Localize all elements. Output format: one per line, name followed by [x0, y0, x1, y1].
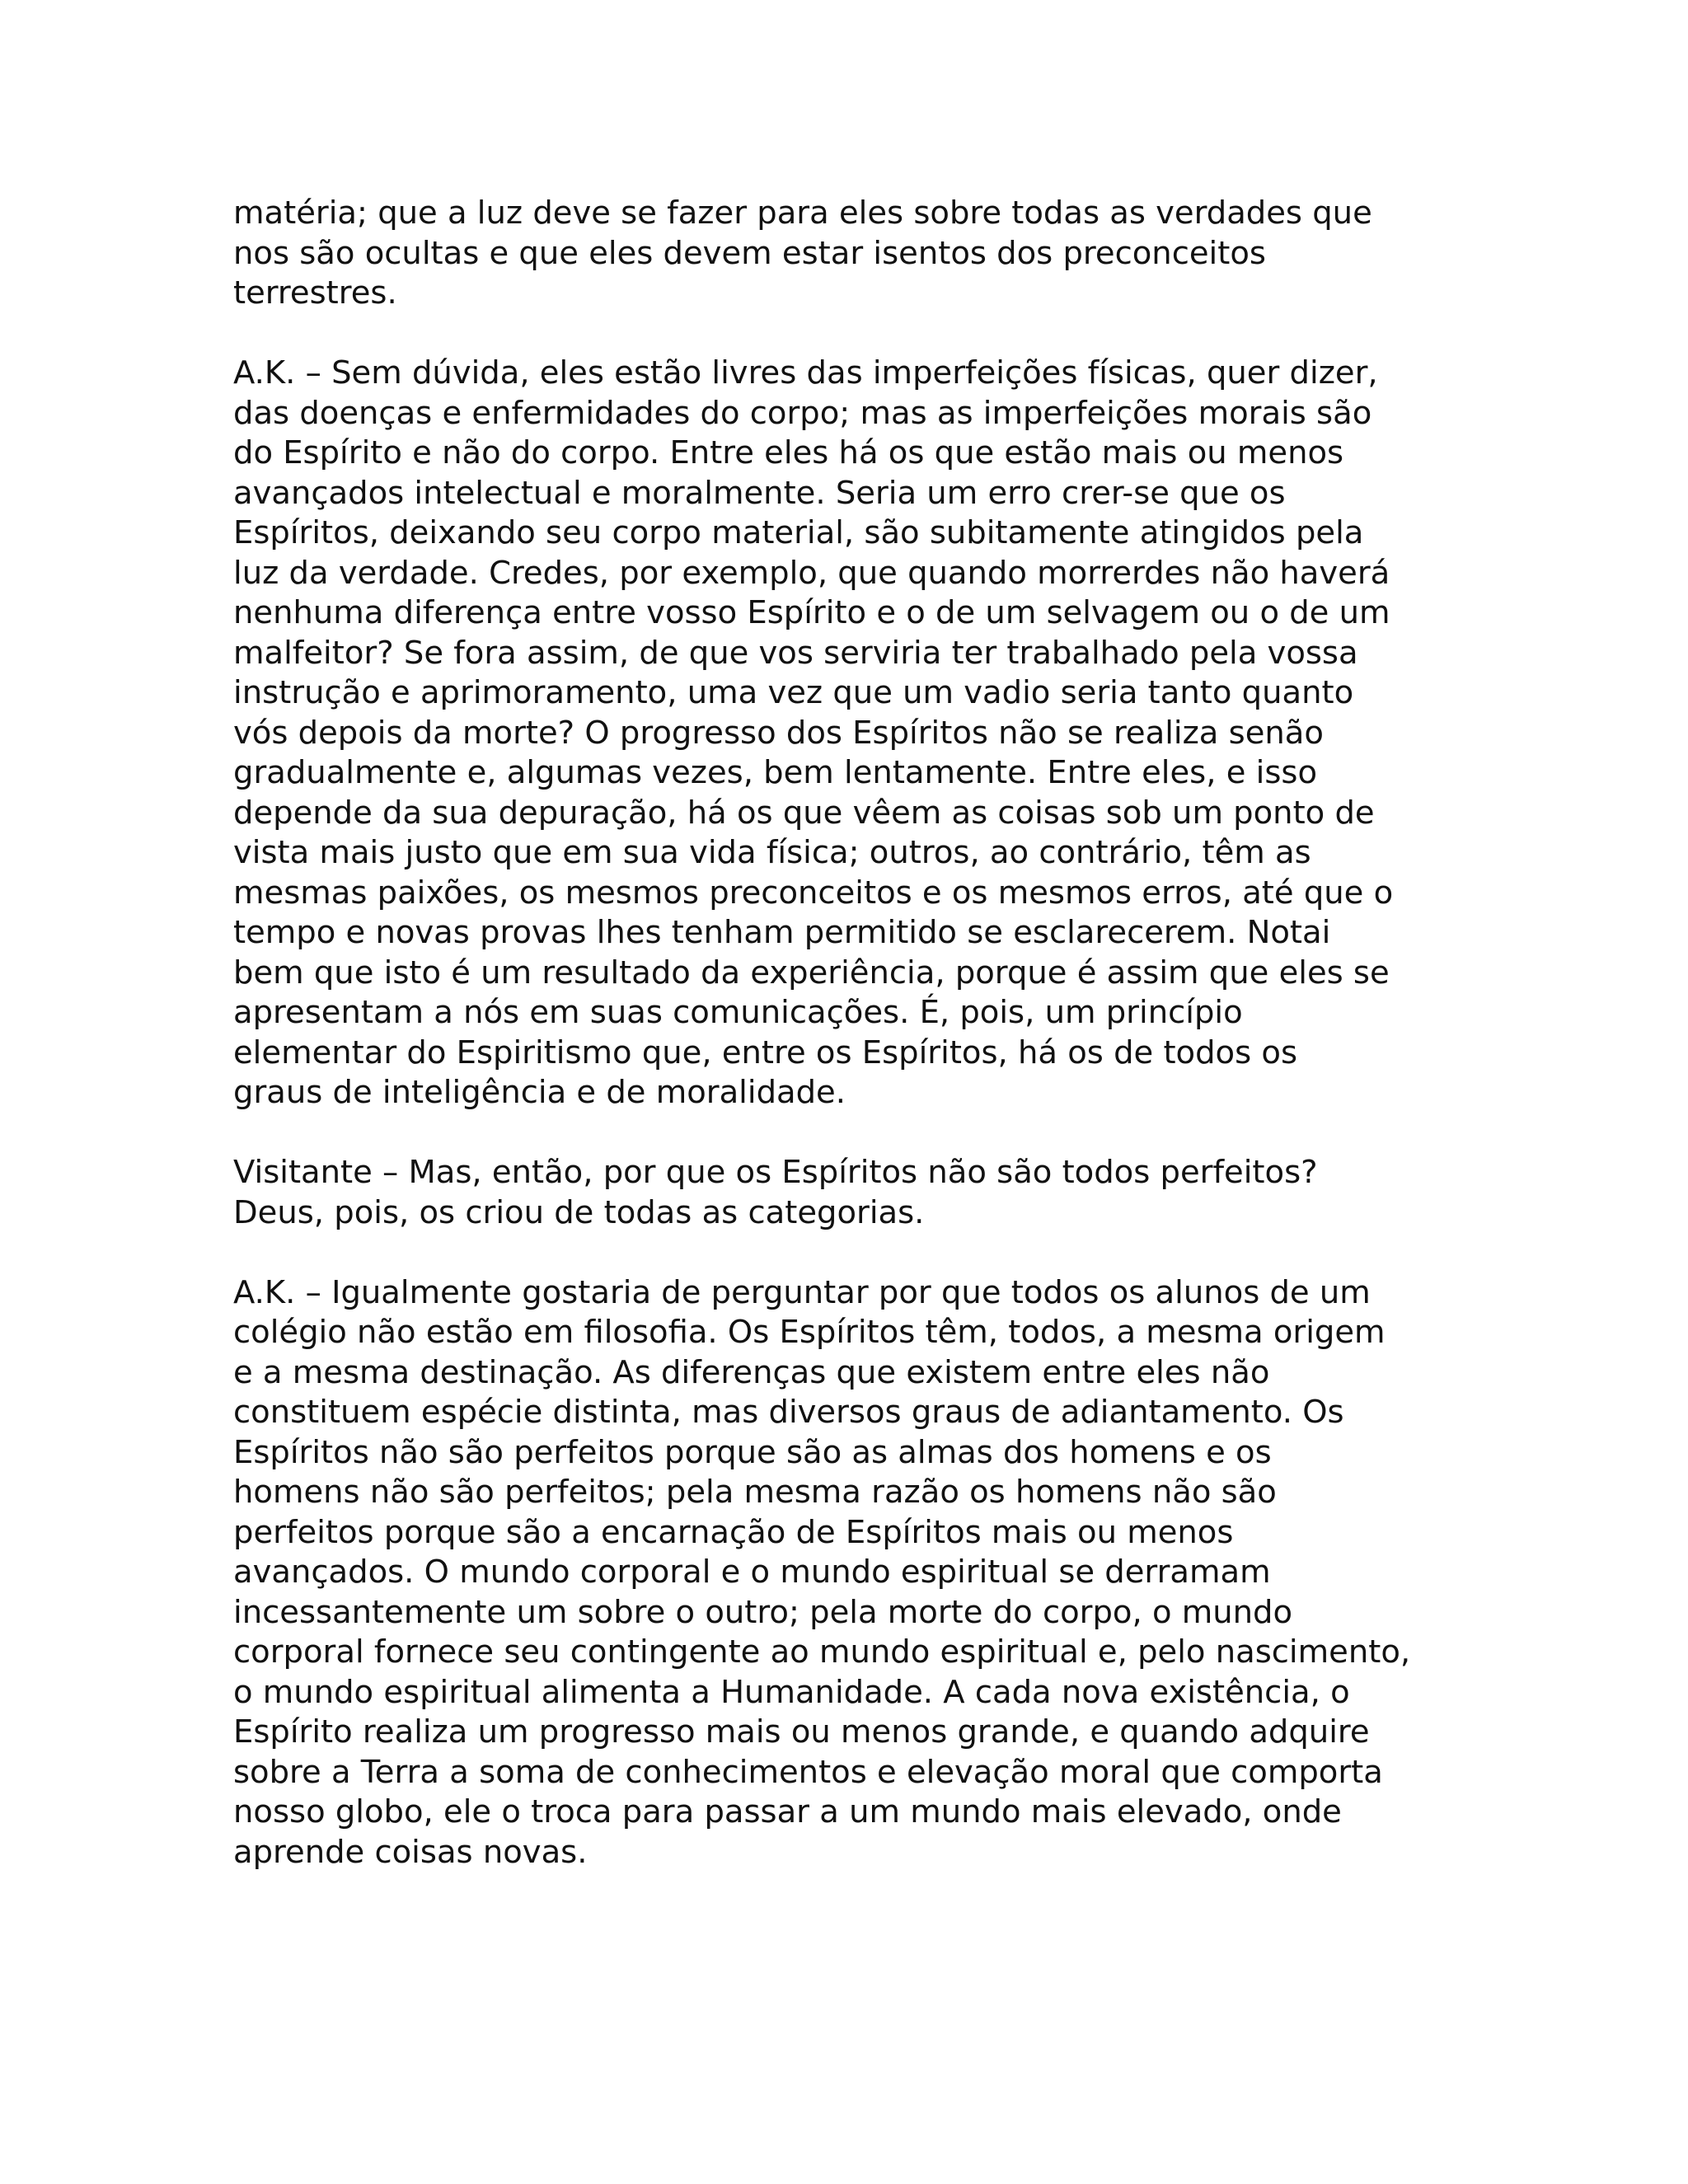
text-line: nenhuma diferença entre vosso Espírito e o de um selvagem ou o de um: [233, 594, 1390, 631]
text-line: bem que isto é um resultado da experiência, porque é assim que eles se: [233, 954, 1390, 991]
text-line: depende da sua depuração, há os que vêem as coisas sob um ponto de: [233, 794, 1375, 832]
text-line: e a mesma destinação. As diferenças que existem entre eles não: [233, 1353, 1270, 1391]
paragraph: [233, 1153, 1486, 1233]
text-line: elementar do Espiritismo que, entre os Espíritos, há os de todos os: [233, 1033, 1298, 1071]
text-line: incessantemente um sobre o outro; pela morte do corpo, o mundo: [233, 1593, 1293, 1631]
text-line: homens não são perfeitos; pela mesma razão os homens não são: [233, 1474, 1277, 1511]
text-line: Espíritos, deixando seu corpo material, são subitamente atingidos pela: [233, 514, 1364, 551]
text-line: aprende coisas novas.: [233, 1833, 588, 1871]
text-line: colégio não estão em filosofia. Os Espíritos têm, todos, a mesma origem: [233, 1314, 1386, 1351]
text-line: tempo e novas provas lhes tenham permitido se esclarecerem. Notai: [233, 914, 1331, 951]
text-line: vós depois da morte? O progresso dos Espíritos não se realiza senão: [233, 714, 1324, 752]
text-line: corporal fornece seu contingente ao mundo espiritual e, pelo nascimento,: [233, 1633, 1411, 1671]
text-line: graus de inteligência e de moralidade.: [233, 1074, 846, 1111]
paragraph: [233, 1273, 1486, 1873]
text-line: luz da verdade. Credes, por exemplo, que quando morrerdes não haverá: [233, 554, 1390, 592]
paragraph: [233, 194, 1486, 314]
text-line: mesmas paixões, os mesmos preconceitos e os mesmos erros, até que o: [233, 874, 1394, 912]
text-line: Espírito realiza um progresso mais ou menos grande, e quando adquire: [233, 1713, 1370, 1750]
text-line: nosso globo, ele o troca para passar a um mundo mais elevado, onde: [233, 1793, 1342, 1830]
text-line: malfeitor? Se fora assim, de que vos serviria ter trabalhado pela vossa: [233, 634, 1358, 672]
text-line: A.K. – Igualmente gostaria de perguntar por que todos os alunos de um: [233, 1273, 1371, 1311]
text-line: nos são ocultas e que eles devem estar isentos dos preconceitos: [233, 234, 1266, 272]
text-line: terrestres.: [233, 274, 397, 312]
text-line: o mundo espiritual alimenta a Humanidade. A cada nova existência, o: [233, 1673, 1350, 1711]
text-line: avançados intelectual e moralmente. Seria um erro crer-se que os: [233, 474, 1286, 512]
text-line: perfeitos porque são a encarnação de Espíritos mais ou menos: [233, 1513, 1234, 1551]
text-line: vista mais justo que em sua vida física; outros, ao contrário, têm as: [233, 834, 1311, 871]
text-line: das doenças e enfermidades do corpo; mas as imperfeições morais são: [233, 394, 1372, 432]
text-line: constituem espécie distinta, mas diversos graus de adiantamento. Os: [233, 1394, 1344, 1431]
text-line: A.K. – Sem dúvida, eles estão livres das imperfeições físicas, quer dizer,: [233, 354, 1378, 391]
text-line: sobre a Terra a soma de conhecimentos e elevação moral que comporta: [233, 1753, 1383, 1791]
text-line: Visitante – Mas, então, por que os Espíritos não são todos perfeitos?: [233, 1154, 1318, 1191]
paragraph: [233, 354, 1486, 1113]
text-line: Espíritos não são perfeitos porque são as almas dos homens e os: [233, 1433, 1272, 1471]
text-line: instrução e aprimoramento, uma vez que um vadio seria tanto quanto: [233, 674, 1354, 711]
text-line: do Espírito e não do corpo. Entre eles há os que estão mais ou menos: [233, 434, 1344, 471]
text-line: matéria; que a luz deve se fazer para eles sobre todas as verdades que: [233, 194, 1372, 232]
text-line: gradualmente e, algumas vezes, bem lentamente. Entre eles, e isso: [233, 754, 1317, 791]
document-body: [233, 194, 1486, 1913]
text-line: apresentam a nós em suas comunicações. É, pois, um princípio: [233, 994, 1243, 1031]
text-line: Deus, pois, os criou de todas as categorias.: [233, 1193, 925, 1231]
text-line: avançados. O mundo corporal e o mundo espiritual se derramam: [233, 1554, 1271, 1591]
